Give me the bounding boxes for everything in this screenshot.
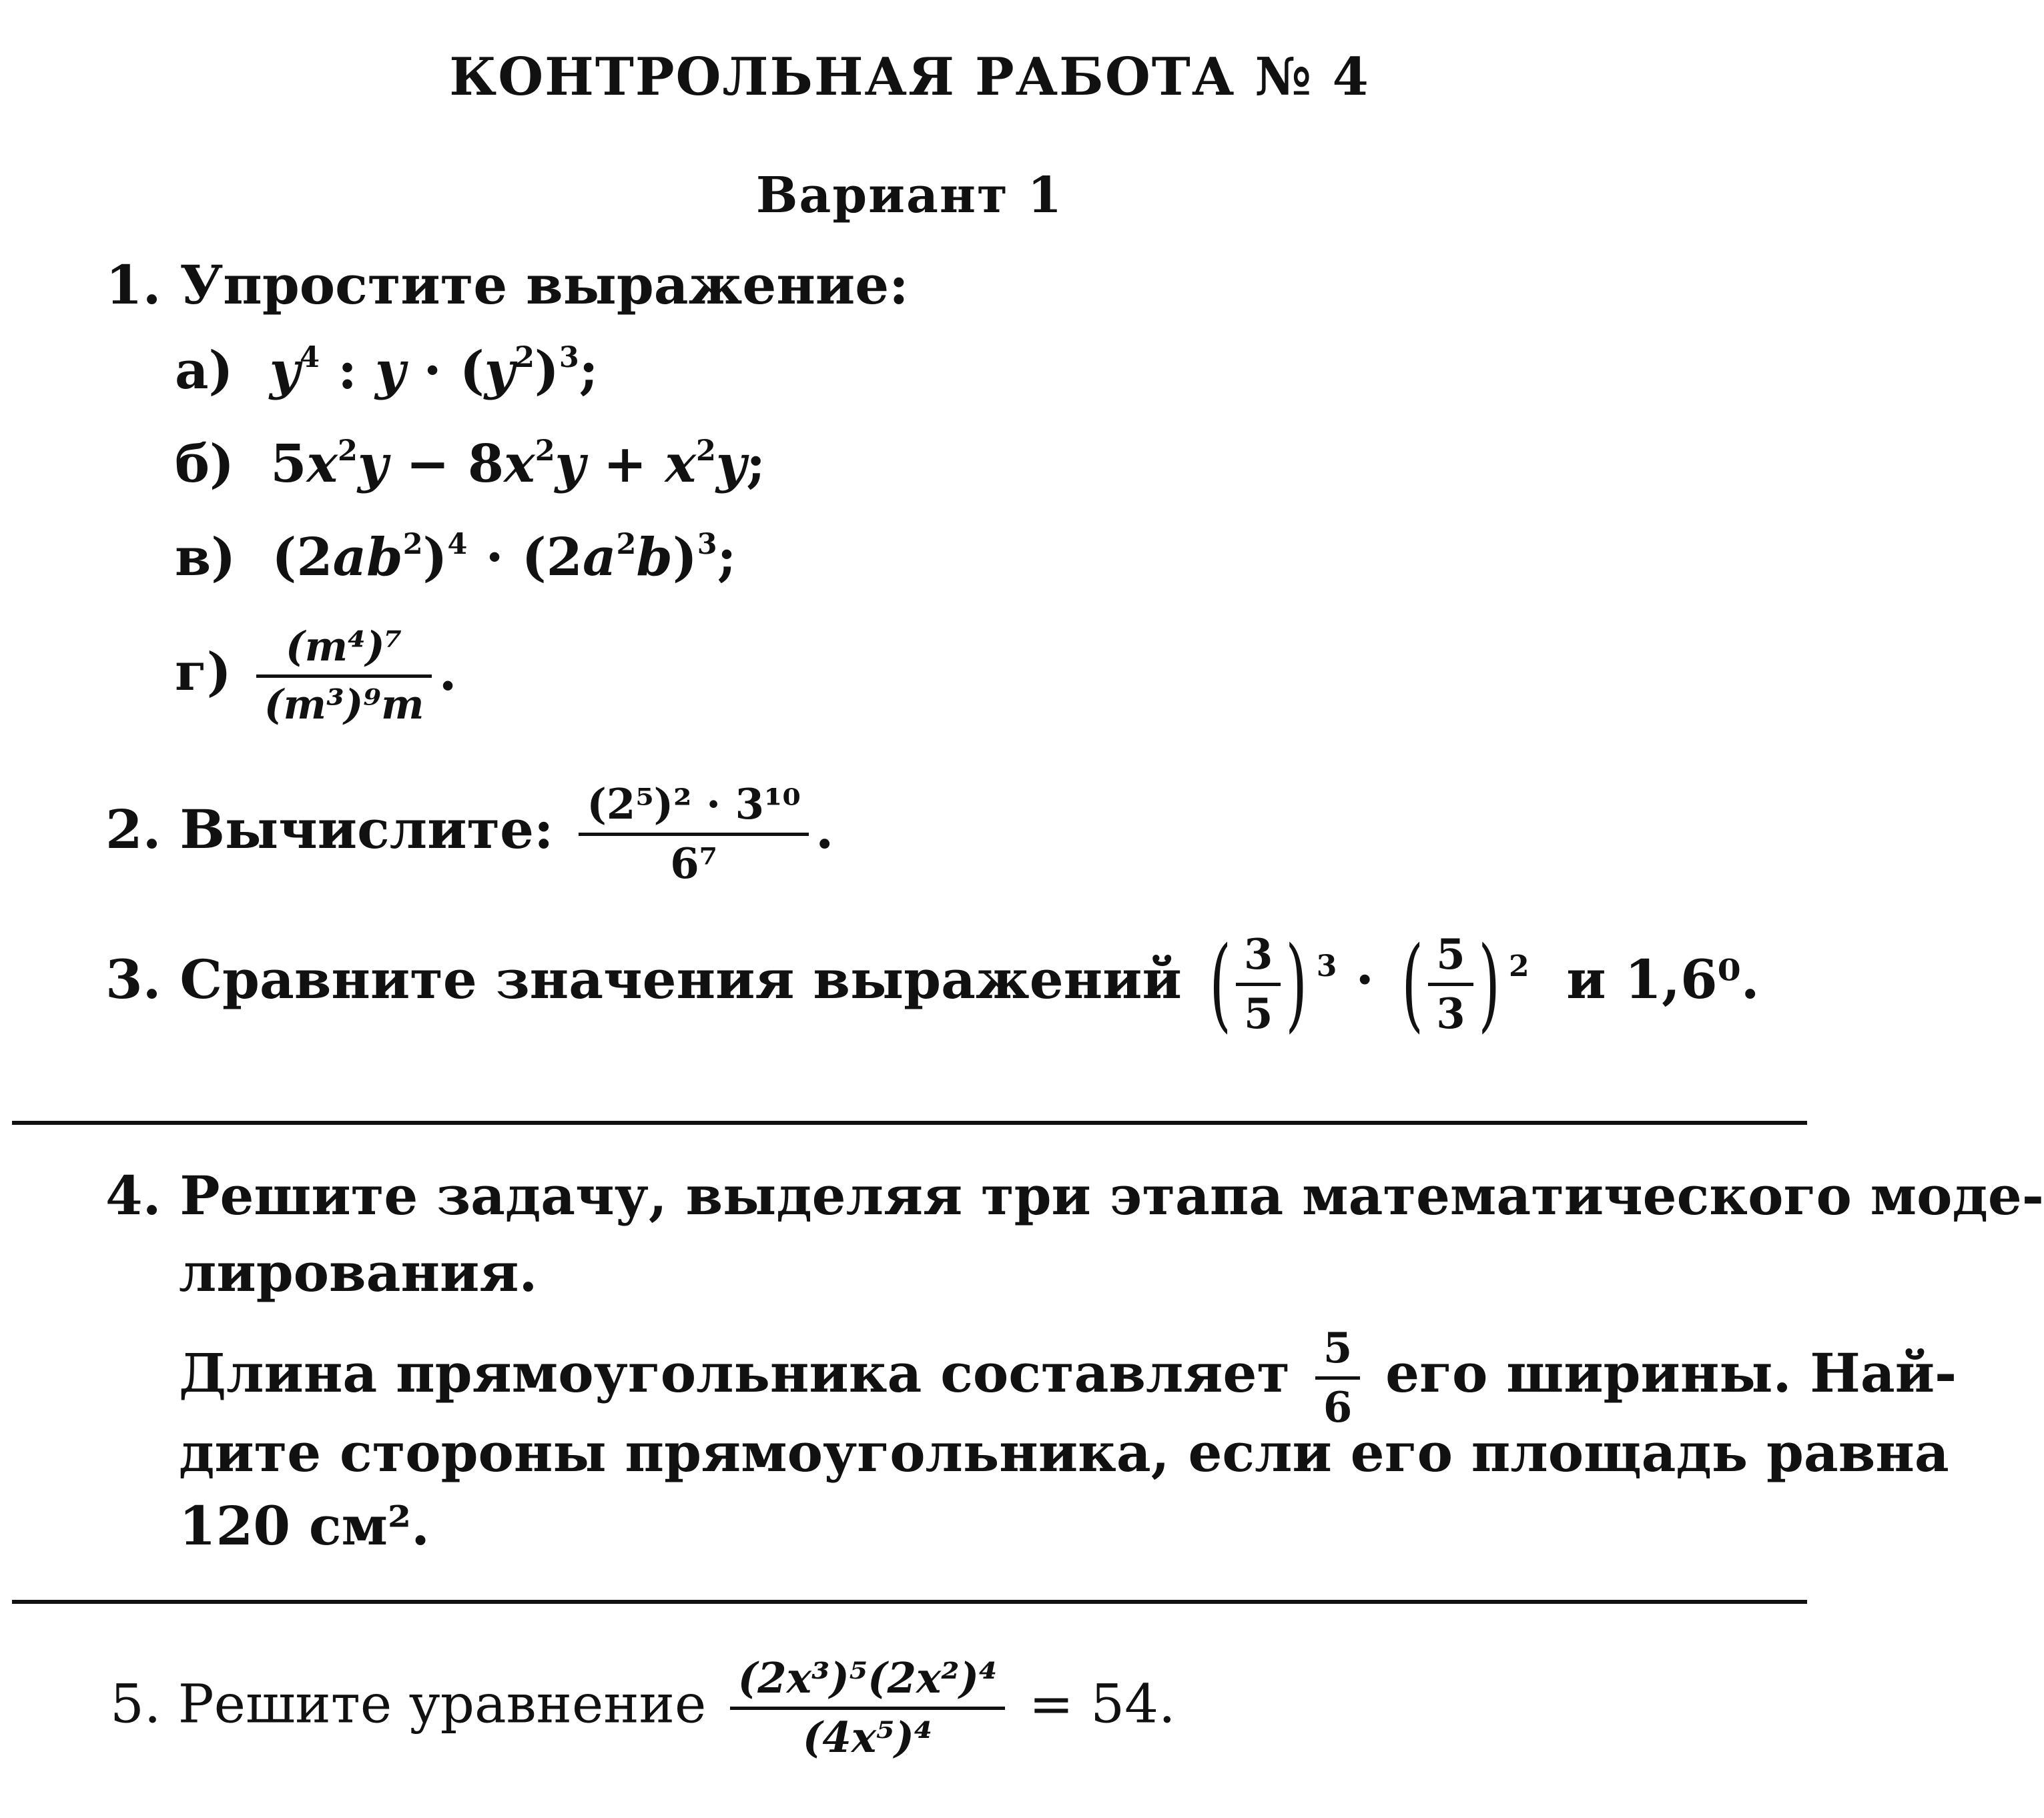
- task-4-line-3: [179, 1324, 1957, 1432]
- task-1v: [175, 527, 736, 588]
- task-2-numerator: (2⁵)² · 3¹⁰: [579, 781, 808, 836]
- task-3: 3. Сравните значения выражений ( $\frac{3}{5}$ ) $^3$ · ( $\frac{5}{3}$ ) $^2$ и 1,6⁰.: [105, 925, 1760, 1043]
- task-5-denominator: (4x⁵)⁴: [802, 1712, 933, 1762]
- task-1g-label: г): [175, 641, 232, 703]
- task-1b-label: б): [175, 434, 234, 494]
- task-3-fraction-2-denominator: 3: [1436, 988, 1465, 1038]
- task-1g-end: .: [438, 641, 457, 703]
- task-5-numerator: (2x³)⁵(2x²)⁴: [730, 1655, 1006, 1710]
- task-1-text: Упростите выражение:: [180, 254, 909, 316]
- task-1-number: 1.: [105, 254, 161, 316]
- task-1: [105, 254, 909, 316]
- task-1a: [175, 340, 598, 401]
- task-4-text-3b: его ширины. Най-: [1385, 1342, 1957, 1405]
- task-5: [110, 1655, 1176, 1762]
- task-2-denominator: 6⁷: [670, 838, 717, 888]
- divider-1: [12, 1121, 1807, 1125]
- divider-2: [12, 1600, 1807, 1604]
- task-4-line-5: 120 см².: [179, 1494, 430, 1557]
- page-title: КОНТРОЛЬНАЯ РАБОТА № 4: [449, 47, 1370, 107]
- task-2: [105, 781, 834, 888]
- task-5-text: Решите уравнение: [178, 1673, 707, 1735]
- task-4-line-2: лирования.: [179, 1241, 538, 1304]
- task-1a-expr: $y^4$ : $y \cdot (y^2)^3$;: [269, 340, 599, 401]
- task-3-fraction-1: [1236, 931, 1281, 1038]
- task-4-number: 4.: [105, 1164, 161, 1227]
- task-4-text-3a: Длина прямоугольника составляет: [179, 1342, 1290, 1405]
- task-5-number: 5.: [110, 1673, 161, 1735]
- task-1g-denominator: (m³)⁹m: [264, 680, 424, 729]
- task-3-number: 3.: [105, 948, 161, 1011]
- task-3-text: Сравните значения выражений: [180, 948, 1182, 1011]
- task-4-fraction: [1315, 1324, 1360, 1432]
- task-4-line-4: дите стороны прямоугольника, если его площадь равна: [179, 1421, 1949, 1484]
- task-2-text: Вычислите:: [180, 798, 554, 861]
- task-4-text-1: Решите задачу, выделяя три этапа математического моде-: [180, 1164, 2044, 1227]
- task-3-fraction-1-numerator: 3: [1236, 931, 1281, 986]
- task-1a-label: а): [175, 340, 234, 401]
- task-3-fraction-2-numerator: 5: [1428, 931, 1473, 986]
- task-1v-expr: $(2ab^2)^4 \cdot (2a^2b)^3$;: [254, 527, 737, 588]
- task-4-fraction-denominator: 6: [1323, 1382, 1353, 1432]
- task-5-rhs: = 54.: [1028, 1673, 1176, 1735]
- task-1b: [175, 434, 765, 494]
- variant-title: Вариант 1: [755, 167, 1064, 224]
- task-2-fraction: [579, 781, 808, 888]
- task-1v-label: в): [175, 527, 236, 588]
- task-3-fraction-2: [1428, 931, 1473, 1038]
- task-1g-fraction: [256, 624, 432, 729]
- task-3-fraction-1-denominator: 5: [1244, 988, 1273, 1038]
- task-5-fraction: [730, 1655, 1006, 1762]
- task-2-end: .: [815, 798, 834, 861]
- task-4-line-1: [105, 1164, 2044, 1227]
- task-1g-numerator: (m⁴)⁷: [256, 624, 432, 678]
- task-2-number: 2.: [105, 798, 161, 861]
- task-1g: [175, 624, 457, 729]
- task-3-tail: и 1,6⁰.: [1566, 948, 1760, 1011]
- task-4-fraction-numerator: 5: [1315, 1324, 1360, 1380]
- task-1b-expr: $5x^2y - 8x^2y + x^2y$;: [252, 434, 766, 494]
